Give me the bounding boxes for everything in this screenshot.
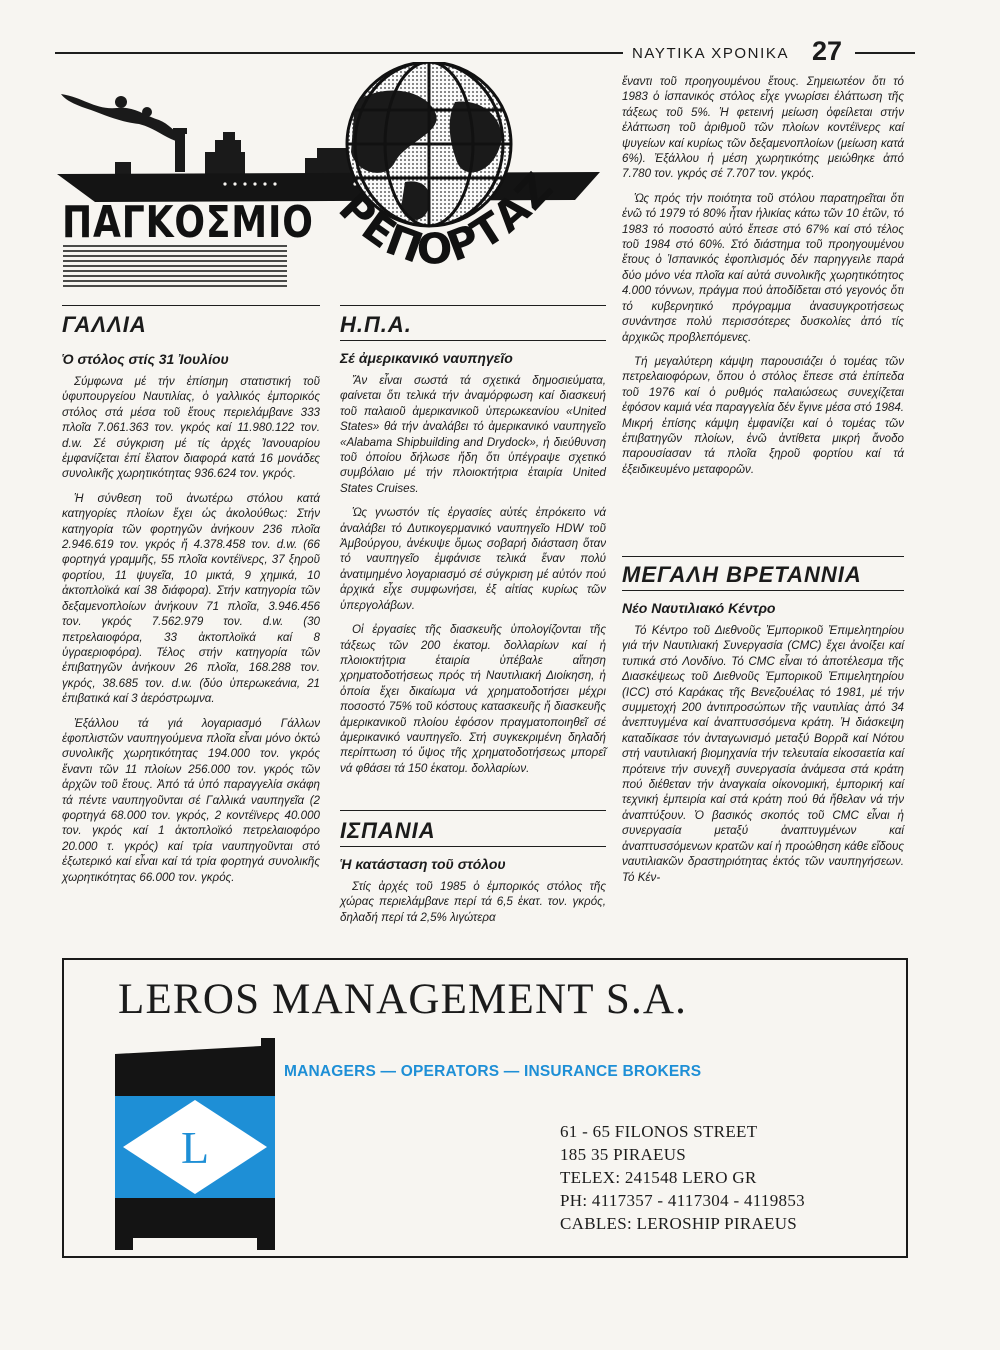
address-line-phone: PH: 4117357 - 4117304 - 4119853 — [560, 1191, 805, 1210]
address-line-street: 61 - 65 FILONOS STREET — [560, 1122, 758, 1141]
section-title-gallia: ΓΑΛΛΙΑ — [62, 312, 147, 337]
column-usa — [340, 312, 606, 785]
section-title-spain: ΙΣΠΑΝΙΑ — [340, 818, 436, 843]
company-logo — [115, 1038, 275, 1250]
paragraph: Ὡς πρός τήν ποιότητα τοῦ στόλου παρατηρεῖται ὅτι ἐνῶ τό 1979 τό 80% ἦταν ἡλικίας κάτω τῶν 10 ἐτῶν, τό 1983 τό ποσοστό αὐτό ἔπεσε στό 67% καί στό τέλος τοῦ 1984 στό 60%. Στό διάστημα τοῦ προηγουμένου ἔτους ὁ Ἱσπανικός ἐφοπλισμός δέν παρηγγειλε παρά δύο μόνο νέα πλοῖα καί αὐτά συνολικῆς χωρητικότητος 4.000 τόννων, πράγμα πού ἀποδίδεται στό γεγονός ὅτι τό κυβερνητικό πρόγραμμα ἀνασυγκροτήσεως συνάντησε πολύ περισσότερες δυσκολίες ἀπό τίς ἀρχικῶς προβλεπόμενες. — [622, 191, 904, 344]
subtitle-gallia: Ὁ στόλος στίς 31 Ἰουλίου — [62, 351, 229, 367]
title-underline — [340, 846, 606, 847]
paragraph: Τή μεγαλύτερη κάμψη παρουσιάζει ὁ τομέας τῶν πετρελαιοφόρων, ὅπου ὁ στόλος ἔπεσε στά ἐπίπεδα τοῦ 1976 καί ὁ ρυθμός παλαιώσεως συνεχίζεται ἐφόσον καμιά νέα παραγγελία δέν ἔγινε μέσα στό 1984. Μικρή ἐπίσης κάμψη ἐμφανίζει καί ὁ τομέας τῶν ἐπιβατηγῶν πλοίων, ἐνῶ ἀντίθετα μικρή ἄνοδο παρουσίασαν τά πλοῖα ξηροῦ φορτίου καί τά ἐξειδικευμένο μεταφορῶν. — [622, 354, 905, 476]
header-rule-right — [855, 52, 915, 54]
address-line-cables: CABLES: LEROSHIP PIRAEUS — [560, 1214, 798, 1233]
smoke-drawing — [61, 94, 183, 142]
address-line-telex: TELEX: 241548 LERO GR — [560, 1168, 757, 1187]
section-title-britain: ΜΕΓΑΛΗ ΒΡΕΤΑΝΝΙΑ — [622, 562, 862, 587]
ad-tagline: MANAGERS — OPERATORS — INSURANCE BROKERS — [284, 1063, 702, 1080]
paragraph: Ἐξάλλου τά γιά λογαριασμό Γάλλων ἐφοπλιστῶν ναυπηγούμενα πλοῖα εἶναι μόνο ὀκτώ συνολικῆς χωρητικότητας 194.000 τον. γκρός ἔναντι τῶν 11 πλοίων 256.000 τον. γκρός τῶν ἀρχῶν τοῦ ἔτους. Ἀπό τά ὑπό παραγγελία σκάφη τά πέντε ναυπηγοῦνται σέ Γαλλικά ναυπηγεῖα (2 φορτηγά 68.000 τον. γκρός, 2 κοντέϊνερς 40.000 τον. γκρός καί 1 ἀκτοπλοϊκό πετρελαιοφόρο 20.000 τ. γκρός) καί τρία ναυπηγοῦνται στό ἐξωτερικό καί εἶναι καί τά τρία φορτηγά συνολικῆς χωρητικότητας 66.000 τον. γκρός. — [62, 716, 320, 884]
paragraph: Τό Κέντρο τοῦ Διεθνοῦς Ἐμπορικοῦ Ἐπιμελητηρίου γιά τήν Ναυτιλιακή Συνεργασία (CMC) ἔχει ἀνοίξει καί τυπικά στό Λονδίνο. Τό CMC εἶναι τό ἀποτέλεσμα τῆς Διασκέψεως τοῦ Διεθνοῦς Ἐμπορικοῦ Ἐπιμελητηρίου (ICC) στό Καράκας τῆς Βενεζουέλας τό 1981, μέ τήν συμμετοχή 200 ἀντιπροσώπων τῆς ναυτιλίας ἀπό 34 ἀνεπτυγμένα καί ἀναπτυσσόμενα κράτη. Ἡ διάσκεψη καταδίκασε τόν ἀνταγωνισμό μεταξύ Βορρᾶ καί Νότου στή ναυτιλιακή βιομηχανία τήν τελευταία εἰκοσαετία καί πρότεινε τήν συνεχῆ συνεργασία ἀνάμεσα στά κράτη πού διέθεταν τήν ἀναγκαία οἰκονομική, ἐμπορική καί τεχνική ἐμπειρία καί στά κράτη πού θά ἤθελαν νά τήν ἀναπτύξουν. Ὁ βασικός σκοπός τοῦ CMC εἶναι ἡ συνεργασία μεταξύ ἀναπτυγμένων καί ἀναπτυσσόμενων κρατῶν καί ἡ προώθηση κάθε εἴδους ναυτιλιακῶν δραστηριότητας ἐκτός τῶν ναυπηγήσεων. Τό Κέν- — [622, 624, 904, 884]
title-underline — [622, 590, 904, 591]
section-rule-britain — [622, 556, 904, 557]
paragraph: Σύμφωνα μέ τήν ἐπίσημη στατιστική τοῦ ὑφυπουργείου Ναυτιλίας, ὁ γαλλικός ἐμπορικός στόλος στά μέσα τοῦ ἔτους περιελάμβανε 333 πλοῖα 7.061.363 τον. γκρός καί 11.980.122 τον. d.w. Σέ σύγκριση μέ τίς ἀρχές Ἰανουαρίου ἐμφανίζεται ἐπί ἔλατον διαφορά κατά 16 μονάδες συνολικῆς χωρητικότητας 936.624 τον. γκρός. — [62, 375, 320, 481]
paragraph: Ἡ σύνθεση τοῦ ἀνωτέρω στόλου κατά κατηγορίες πλοίων ἔχει ὡς ἀκολούθως: Στήν κατηγορία τῶν φορτηγῶν ἀνήκουν 236 πλοῖα 2.946.619 τον. γκρός ἤ 4.378.458 τον. d.w. (66 φορτηγά γραμμῆς, 55 πλοῖα κοντέϊνερς, 37 ξηροῦ φορτίου, 11 ψυγεῖα, 10 μικτά, 9 χημικά, 10 ἀκτοπλοϊκά καί 38 διάφορα). Στήν κατηγορία τῶν δεξαμενοπλοίων ἀνήκουν 71 πλοῖα, 3.946.456 τον. γκρός 7.562.979 τον. d.w. (30 πετρελαιοφόρα, 33 ἀκτοπλοϊκά καί 8 ὑγραεριοφόρα). Τέλος στήν κατηγορία τῶν ἐπιβατηγῶν ἀνήκουν 26 πλοῖα, 168.288 τον. γκρός, 38.685 τον. d.w. (δύο ὑπερωκεάνια, 21 ἐπιβατικά καί 3 ἀερόστρωμνα. — [62, 491, 320, 706]
ad-company-name: LEROS MANAGEMENT S.A. — [118, 976, 688, 1023]
paragraph: Στίς ἀρχές τοῦ 1985 ὁ ἐμπορικός στόλος τῆς χώρας περιελάμβανε περί τά 6,5 ἑκατ. τον. γκρός, δηλαδή περί τά 2,5% λιγώτερα — [340, 880, 606, 924]
section-rule-usa — [340, 305, 606, 306]
paragraph: Ὡς γνωστόν τίς ἐργασίες αὐτές ἐπρόκειτο νά ἀναλάβει τό Δυτικογερμανικό ναυπηγεῖο HDW τοῦ Ἀμβούργου, ἀνέκυψε ὅμως σοβαρή διάσταση ὅταν τό ναυπηγεῖο ἐμφάνισε τελικά ἕναν πολύ ἀνατιμημένο λογαριασμό σέ σύγκριση μέ αὐτόν πού ἀρχικά εἶχε συμφωνήσει, ἐξ αἰτίας κυρίως τῶν ὑπεργολάβων. — [340, 506, 606, 612]
column-spain-continued — [622, 74, 904, 486]
banner-word-reportaz-text: ΡΕΠΟΡΤΑΖ — [329, 162, 563, 274]
subtitle-britain: Νέο Ναυτιλιακό Κέντρο — [622, 600, 776, 616]
wave-lines — [63, 246, 287, 286]
section-rule-gallia — [62, 305, 320, 306]
address-line-city: 185 35 PIRAEUS — [560, 1145, 687, 1164]
column-gallia — [62, 312, 320, 894]
paragraph: ἔναντι τοῦ προηγουμένου ἔτους. Σημειωτέον ὅτι τό 1983 ὁ ἱσπανικός στόλος εἶχε γνωρίσει ἐλάττωση τῆς τάξεως τοῦ 5%. Ἡ φετεινή μείωση ὀφείλεται στήν ἐλάττωση τοῦ ἀριθμοῦ τῶν πλοίων κοντέϊνερς καί ψυγείων καί κυρίως τῶν δεξαμενοπλοίων (μείωση κατά 6%). Ἐξάλλου ἡ μέση χωρητικότης μειώθηκε ἀπό 7.780 τον. γκρός σέ 7.707 τον. γκρός. — [622, 75, 904, 181]
column-britain — [622, 562, 904, 894]
svg-text:ΡΕΠΟΡΤΑΖ — [329, 163, 562, 274]
logo-letter: L — [180, 1122, 210, 1173]
paragraph: Οἱ ἐργασίες τῆς διασκευῆς ὑπολογίζονται τῆς τάξεως τῶν 200 ἑκατομ. δολλαρίων καί ἡ πλοιοκτήτρια ἑταιρία ὑπέβαλε αἴτηση χρηματοδοτήσεως πρός τή Ναυτιλιακή Διοίκηση, ἡ ὁποία ἔχει δικαίωμα νά χρηματοδοτήσει μέχρι ποσοστό 75% τοῦ κόστους κατασκευῆς ἤ διασκευῆς ἀμερικανικοῦ πλοίου ἐφόσον πραγματοποιηθεῖ σέ ἀμερικανικό ναυπηγεῖο. Στή συγκεκριμένη δηλαδή περίπτωση τό ὕψος τῆς χρηματοδοτήσεως μπορεῖ νά φθάσει τά 150 ἑκατομ. δολλαρίων. — [340, 623, 606, 775]
banner-word-reportaz — [315, 150, 565, 300]
column-spain — [340, 818, 606, 934]
subtitle-spain: Ἡ κατάσταση τοῦ στόλου — [340, 856, 506, 872]
banner-word-pagkosmio: ΠΑΓΚΟΣΜΙΟ — [62, 197, 314, 248]
section-title-usa: Η.Π.Α. — [340, 312, 412, 337]
subtitle-usa: Σέ ἀμερικανικό ναυπηγεῖο — [340, 350, 513, 366]
page-number: 27 — [812, 36, 843, 66]
header-rule-left — [55, 52, 623, 54]
title-underline — [340, 340, 606, 341]
paragraph: Ἄν εἶναι σωστά τά σχετικά δημοσιεύματα, φαίνεται ὅτι τελικά τήν ἀναμόρφωση καί διασκευή τοῦ παλαιοῦ ἀμερικανικοῦ ὑπερωκεανίου «United States» θά τήν ἀναλάβει τό ἀμερικανικό ναυπηγεῖο «Alabama Shipbuilding and Drydock», ἡ διεύθυνση τοῦ ὁποίου δήλωσε ἤδη ὅτι ὑπέγραψε σχετικό συμβόλαιο μέ τήν πλοιοκτήτρια ἑταιρία United States Cruises. — [340, 374, 606, 495]
section-rule-spain — [340, 810, 606, 811]
magazine-name: ΝΑΥΤΙΚΑ ΧΡΟΝΙΚΑ — [632, 45, 790, 62]
